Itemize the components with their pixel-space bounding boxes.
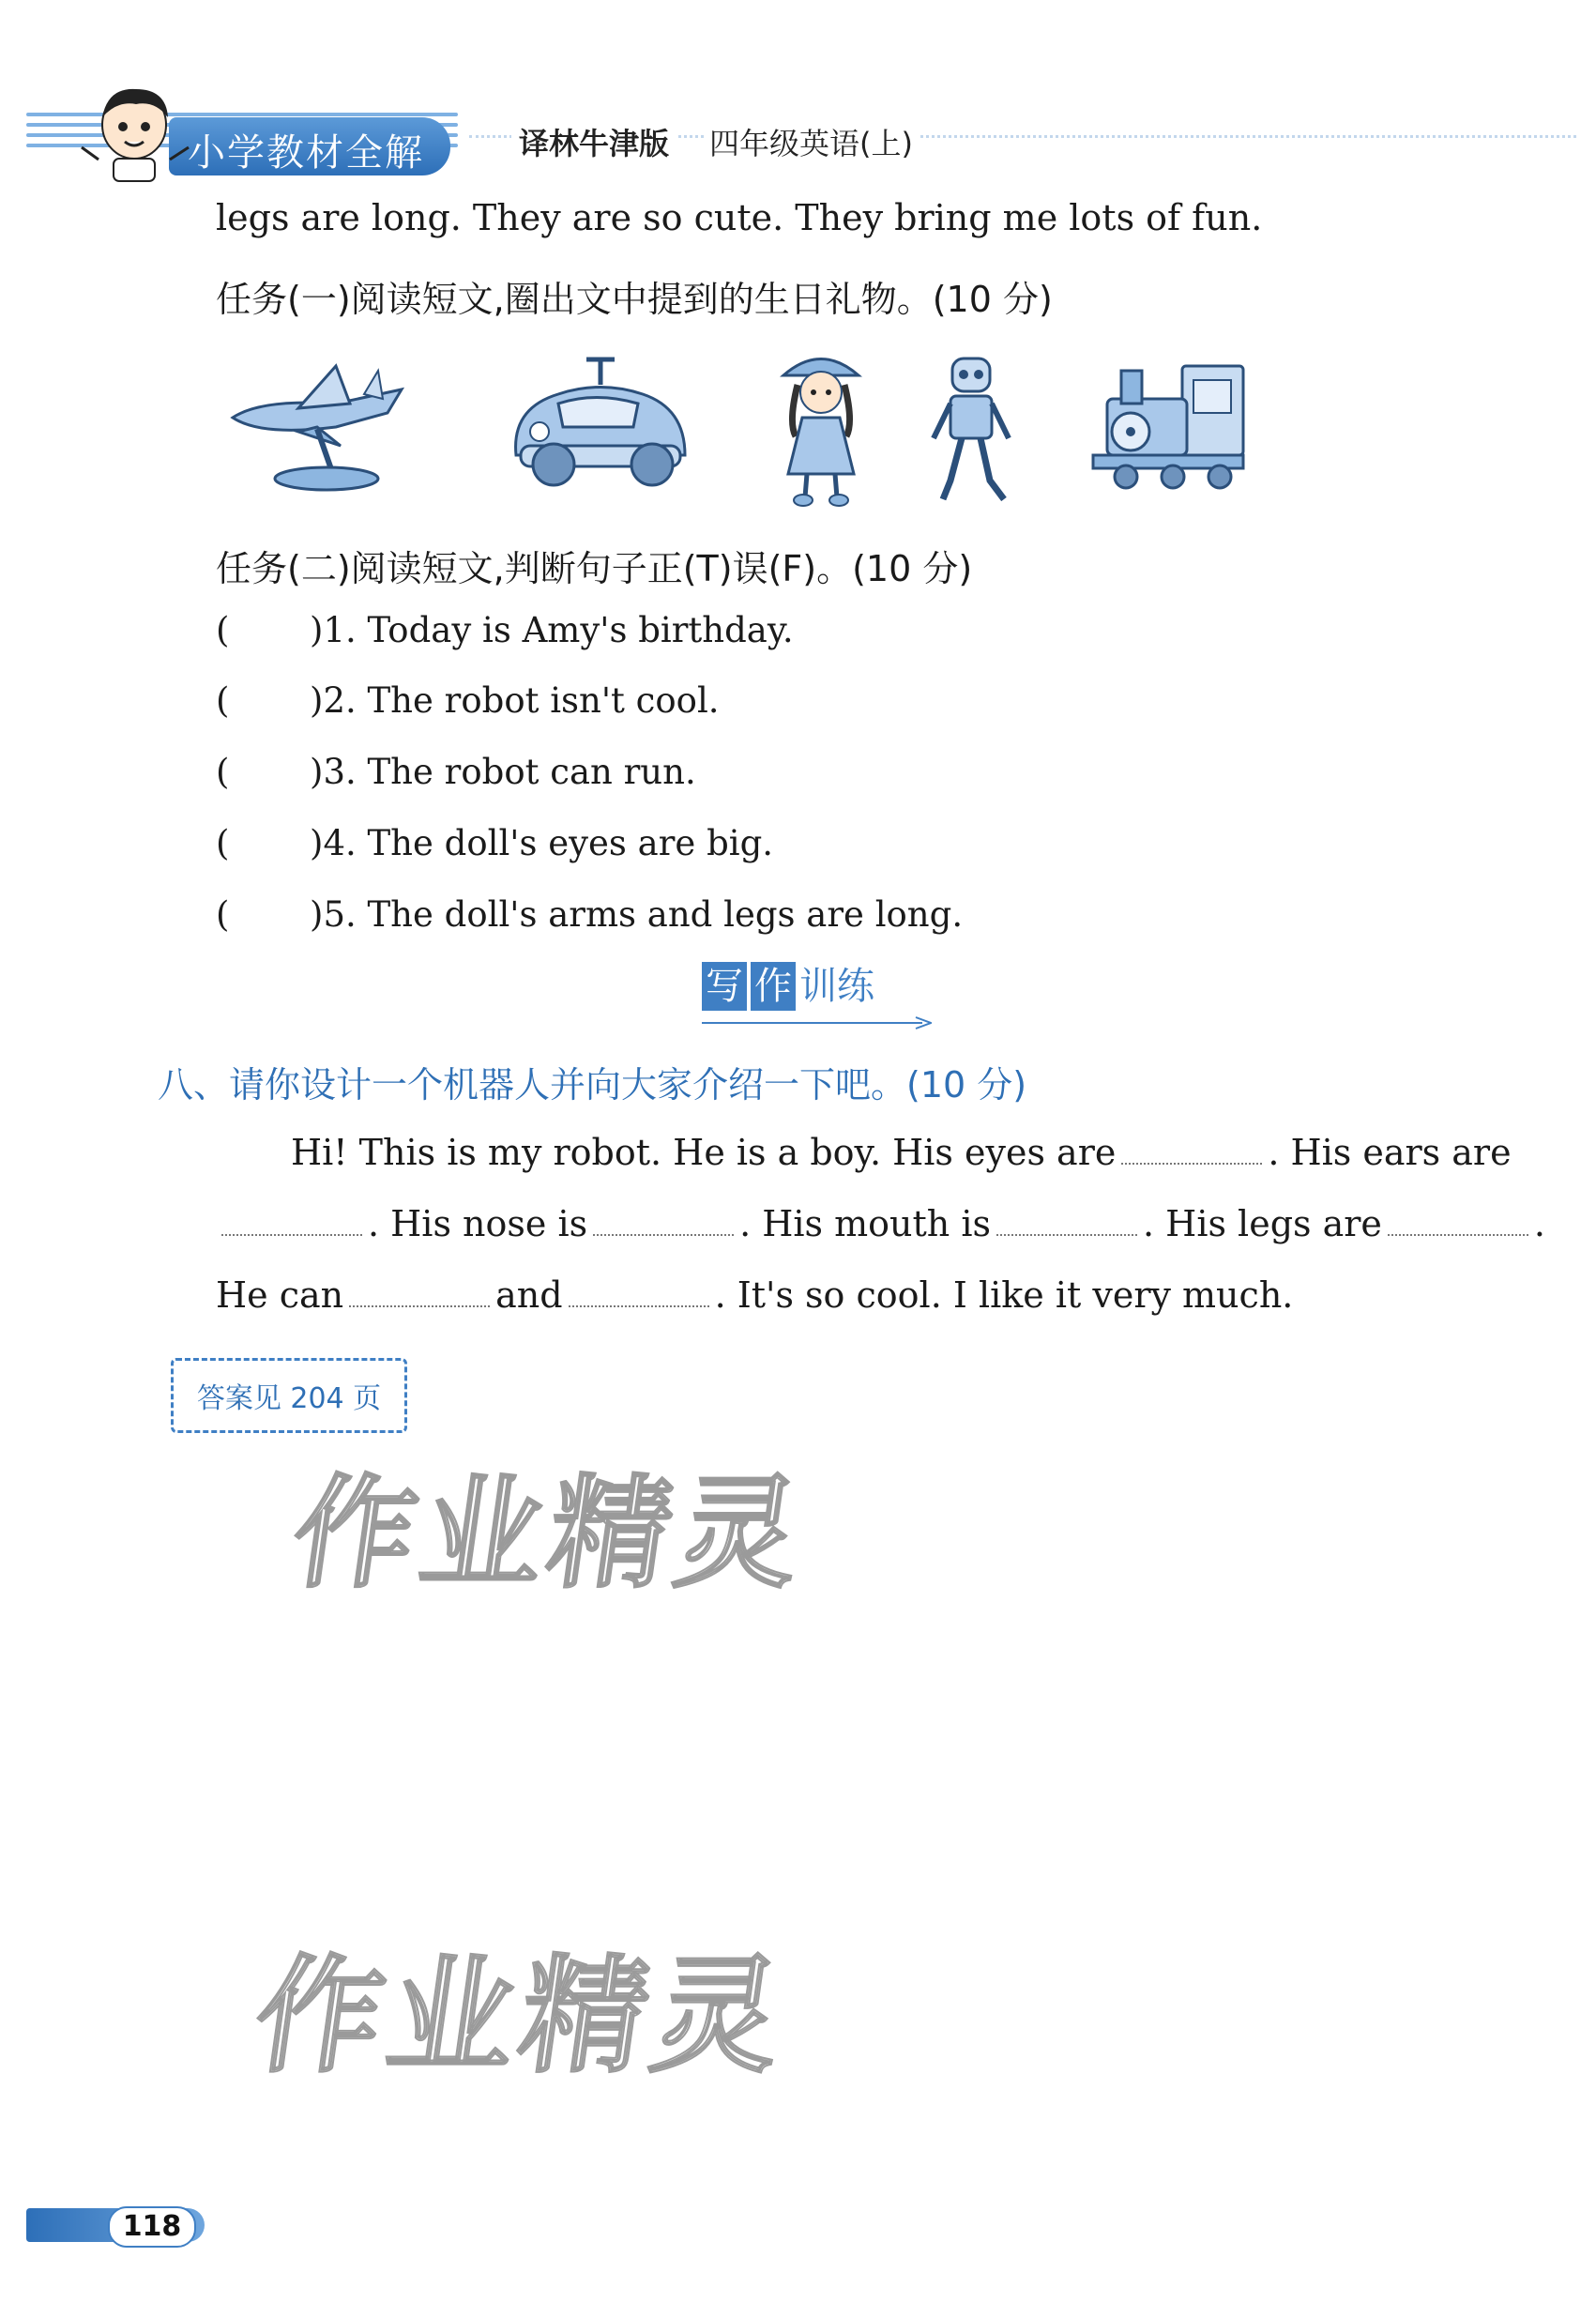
blank-can-1[interactable] <box>349 1273 490 1307</box>
answer-blank[interactable]: ( <box>216 752 230 792</box>
grade-subject: 四年级英语(上) <box>704 120 919 163</box>
book-edition: 译林牛津版 <box>511 120 676 163</box>
blank-legs[interactable] <box>1388 1202 1528 1236</box>
watermark: 作业精灵 <box>246 1943 797 2090</box>
writing-line-1: Hi! This is my robot. He is a boy. His eyes are . His ears are <box>291 1132 1512 1173</box>
mascot-boy-icon <box>80 80 192 183</box>
plane-picture[interactable] <box>223 361 411 493</box>
passage-line: legs are long. They are so cute. They bring me lots of fun. <box>216 197 1263 238</box>
robot-picture[interactable] <box>924 349 1018 509</box>
answer-reference-box: 答案见 204 页 <box>171 1358 407 1433</box>
answer-blank[interactable]: ( <box>216 680 230 721</box>
series-title: 小学教材全解 <box>188 131 424 175</box>
question-8: 八、请你设计一个机器人并向大家介绍一下吧。(10 分) <box>158 1064 1027 1106</box>
blank-eyes[interactable] <box>1121 1131 1262 1165</box>
blank-nose[interactable] <box>593 1202 734 1236</box>
arrow-right-icon <box>702 1016 932 1029</box>
writing-line-3: He can and . It's so cool. I like it very much. <box>216 1274 1294 1316</box>
blank-ears[interactable] <box>221 1202 362 1236</box>
page-number: 118 <box>108 2206 196 2248</box>
writing-section-title: 写 作 训练 <box>702 962 946 1028</box>
statement-2: ( )2. The robot isn't cool. <box>216 680 720 721</box>
statement-5: ( )5. The doll's arms and legs are long. <box>216 894 964 935</box>
statement-1: ( )1. Today is Amy's birthday. <box>216 610 794 650</box>
answer-blank[interactable]: ( <box>216 894 230 935</box>
blank-mouth[interactable] <box>996 1202 1137 1236</box>
train-picture[interactable] <box>1088 357 1248 497</box>
statement-4: ( )4. The doll's eyes are big. <box>216 823 774 863</box>
car-picture[interactable] <box>502 352 699 493</box>
answer-blank[interactable]: ( <box>216 823 230 863</box>
watermark: 作业精灵 <box>283 1462 815 1605</box>
task2-instruction: 任务(二)阅读短文,判断句子正(T)误(F)。(10 分) <box>216 548 973 589</box>
answer-blank[interactable]: ( <box>216 610 230 650</box>
blank-can-2[interactable] <box>569 1273 709 1307</box>
writing-line-2: . His nose is . His mouth is . His legs are . <box>216 1202 1545 1244</box>
doll-picture[interactable] <box>769 347 873 507</box>
task1-instruction: 任务(一)阅读短文,圈出文中提到的生日礼物。(10 分) <box>216 279 1053 320</box>
statement-3: ( )3. The robot can run. <box>216 752 696 792</box>
